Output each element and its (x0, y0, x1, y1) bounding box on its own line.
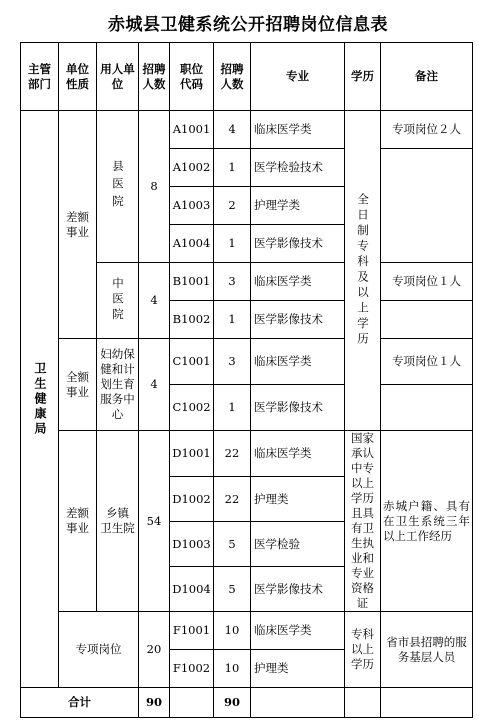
header-unit-type: 单位 性质 (59, 43, 97, 111)
count-cell: 2 (214, 187, 251, 225)
count-cell: 4 (214, 111, 251, 149)
code-cell: C1002 (170, 385, 214, 431)
employer-label: 县医院 (111, 160, 125, 213)
count-cell: 1 (214, 385, 251, 431)
header-edu: 学历 (345, 43, 381, 111)
employer-count: 20 (139, 612, 170, 688)
total-unit-count: 90 (139, 688, 170, 718)
edu-label: 全日制专科及以上学历 (356, 193, 370, 348)
major-cell: 医学检验 (251, 522, 345, 567)
count-cell: 10 (214, 612, 251, 650)
employer-count: 4 (139, 263, 170, 339)
total-empty-cell (381, 688, 473, 718)
header-unit-count: 招聘 人数 (139, 43, 170, 111)
header-code: 职位 代码 (170, 43, 214, 111)
total-row (21, 688, 473, 718)
note-cell-empty (381, 149, 473, 263)
code-cell: C1001 (170, 339, 214, 385)
code-cell: A1004 (170, 225, 214, 263)
code-cell: F1002 (170, 650, 214, 688)
employer-cell: 乡镇 卫生院 (97, 431, 139, 612)
note-cell-empty (381, 385, 473, 431)
note-cell: 专项岗位１人 (381, 339, 473, 385)
major-cell: 医学影像技术 (251, 385, 345, 431)
dept-label: 卫生健康局 (33, 361, 47, 437)
edu-cell (345, 111, 381, 431)
employer-count: 54 (139, 431, 170, 612)
major-cell: 临床医学类 (251, 612, 345, 650)
major-cell: 护理学类 (251, 187, 345, 225)
total-empty-cell (345, 688, 381, 718)
employer-cell (97, 111, 139, 263)
note-cell-empty (381, 301, 473, 339)
count-cell: 5 (214, 522, 251, 567)
count-cell: 3 (214, 339, 251, 385)
unit-type-cell: 差额 事业 (59, 431, 97, 612)
major-cell: 临床医学类 (251, 111, 345, 149)
header-employer: 用人单 位 (97, 43, 139, 111)
dept-cell (21, 111, 59, 688)
unit-type-cell: 全额 事业 (59, 339, 97, 431)
code-cell: D1004 (170, 567, 214, 612)
employer-label: 中医院 (111, 277, 125, 324)
table-row (21, 431, 473, 477)
count-cell: 1 (214, 301, 251, 339)
table-row (21, 111, 473, 149)
major-cell: 临床医学类 (251, 339, 345, 385)
total-empty-cell (251, 688, 345, 718)
count-cell: 1 (214, 225, 251, 263)
major-cell: 临床医学类 (251, 431, 345, 477)
header-row (21, 43, 473, 111)
header-dept: 主管 部门 (21, 43, 59, 111)
code-cell: A1003 (170, 187, 214, 225)
total-empty-cell (170, 688, 214, 718)
count-cell: 22 (214, 477, 251, 522)
edu-cell: 专科 以上 学历 (345, 612, 381, 688)
header-major: 专业 (251, 43, 345, 111)
unit-type-cell: 差额 事业 (59, 111, 97, 339)
total-pos-count: 90 (214, 688, 251, 718)
major-cell: 医学影像技术 (251, 301, 345, 339)
major-cell: 医学检验技术 (251, 149, 345, 187)
edu-cell: 国家承认中专以上学历且具有卫生执业和专业资格证 (345, 431, 381, 612)
total-label: 合计 (21, 688, 139, 718)
recruitment-table (20, 42, 473, 718)
code-cell: B1001 (170, 263, 214, 301)
note-cell: 省市县招聘的服务基层人员 (381, 612, 473, 688)
count-cell: 10 (214, 650, 251, 688)
code-cell: D1001 (170, 431, 214, 477)
major-cell: 护理类 (251, 477, 345, 522)
note-cell: 赤城户籍、具有在卫生系统三年以上工作经历 (381, 431, 473, 612)
employer-cell: 妇幼保健和计划生育服务中心 (97, 339, 139, 431)
employer-count: 4 (139, 339, 170, 431)
count-cell: 3 (214, 263, 251, 301)
major-cell: 医学影像技术 (251, 567, 345, 612)
special-post-cell: 专项岗位 (59, 612, 139, 688)
code-cell: A1002 (170, 149, 214, 187)
employer-count: 8 (139, 111, 170, 263)
major-cell: 临床医学类 (251, 263, 345, 301)
employer-cell (97, 263, 139, 339)
note-cell: 专项岗位１人 (381, 263, 473, 301)
header-note: 备注 (381, 43, 473, 111)
code-cell: D1003 (170, 522, 214, 567)
count-cell: 5 (214, 567, 251, 612)
page-title: 赤城县卫健系统公开招聘岗位信息表 (108, 15, 388, 35)
major-cell: 医学影像技术 (251, 225, 345, 263)
table-row (21, 339, 473, 385)
count-cell: 1 (214, 149, 251, 187)
major-cell: 护理类 (251, 650, 345, 688)
header-pos-count: 招聘 人数 (214, 43, 251, 111)
count-cell: 22 (214, 431, 251, 477)
table-row (21, 612, 473, 650)
code-cell: D1002 (170, 477, 214, 522)
code-cell: B1002 (170, 301, 214, 339)
code-cell: A1001 (170, 111, 214, 149)
note-cell: 专项岗位２人 (381, 111, 473, 149)
code-cell: F1001 (170, 612, 214, 650)
